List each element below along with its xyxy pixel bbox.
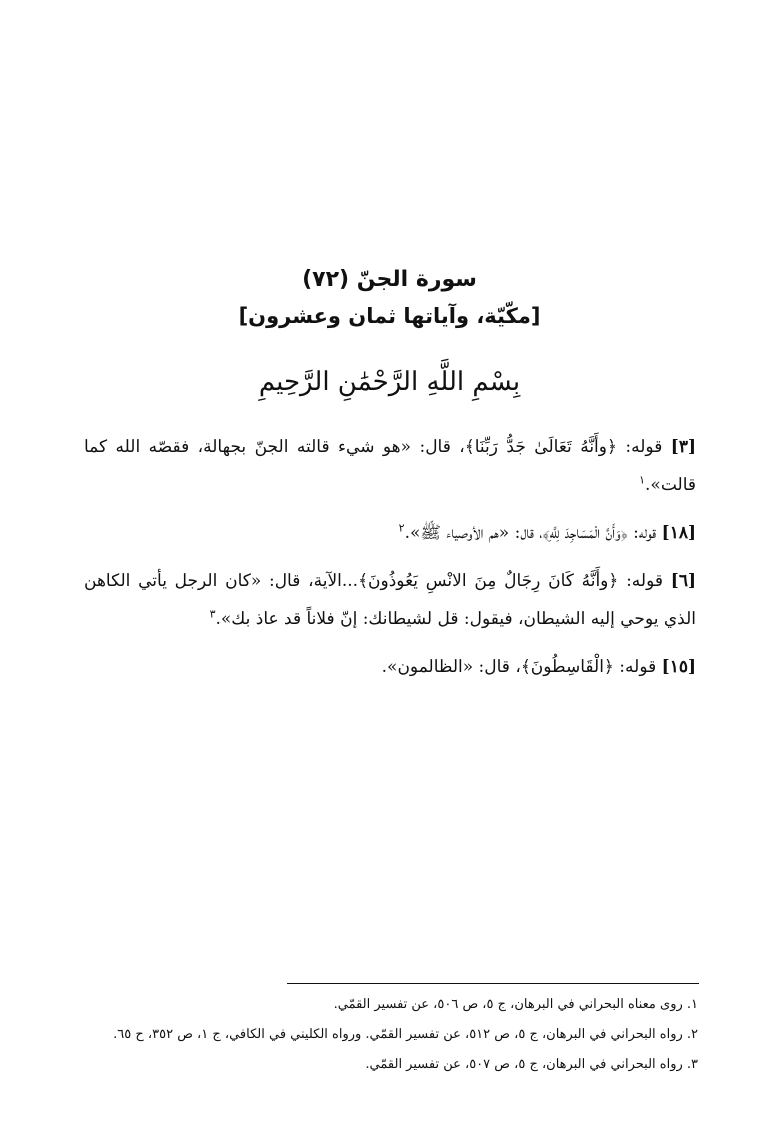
footnote-item: ٢. رواه البحراني في البرهان، ج ٥، ص ٥١٢، عن تفسير القمّي. ورواه الكليني في الكافي، ج ١، ص ٣٥٢، ح ٦٥. [113, 1027, 698, 1042]
verse-reference: [١٥] [661, 657, 696, 677]
basmala: بِسْمِ اللَّهِ الرَّحْمَٰنِ الرَّحِيمِ [258, 367, 521, 397]
commentary-entry [84, 514, 696, 552]
surah-info: [مكّيّة، وآياتها ثمان وعشرون] [238, 304, 541, 328]
footnote-item: ١. روى معناه البحراني في البرهان، ج ٥، ص ٥٠٦، عن تفسير القمّي. [333, 997, 698, 1012]
footnote-marker[interactable]: ٢ [398, 521, 405, 535]
commentary-text: قوله: ﴿وَأَنَّ الْمَسَاجِدَ لِلَّهِ﴾، قال: «هم الأوصياء ﷺ». [404, 523, 662, 543]
commentary-entry [84, 562, 696, 638]
verse-reference: [٣] [670, 437, 696, 457]
footnote-marker[interactable]: ١ [639, 473, 646, 487]
verse-reference: [١٨] [661, 523, 696, 543]
commentary-text: قوله: ﴿الْقَاسِطُونَ﴾، قال: «الظالمون». [381, 657, 662, 677]
surah-header [0, 262, 779, 334]
commentary-text: قوله: ﴿وأَنَّهُ تَعَالَىٰ جَدُّ رَبِّنَا﴾، قال: «هو شيء قالته الجنّ بجهالة، فقصّه الله كما قالت». [84, 437, 696, 495]
commentary-text: قوله: ﴿وأَنَّهُ كَانَ رِجَالٌ مِنَ الانْسِ يَعُوذُونَ﴾...الآية، قال: «كان الرجل يأتي الكاهن الذي يوحي إليه الشيطان، فيقول: قل لشيطانك: إنّ فلاناً قد عاذ بك». [84, 571, 696, 629]
footnotes [84, 992, 698, 1082]
footnote-divider [287, 983, 699, 984]
verse-reference: [٦] [670, 571, 696, 591]
surah-title: سورة الجنّ (٧٢) [302, 267, 477, 292]
commentary-entry [84, 428, 696, 504]
footnote-item: ٣. رواه البحراني في البرهان، ج ٥، ص ٥٠٧، عن تفسير القمّي. [365, 1057, 698, 1072]
commentary-entry [84, 648, 696, 686]
footnote-marker[interactable]: ٣ [209, 607, 216, 621]
commentary-body [84, 428, 696, 696]
